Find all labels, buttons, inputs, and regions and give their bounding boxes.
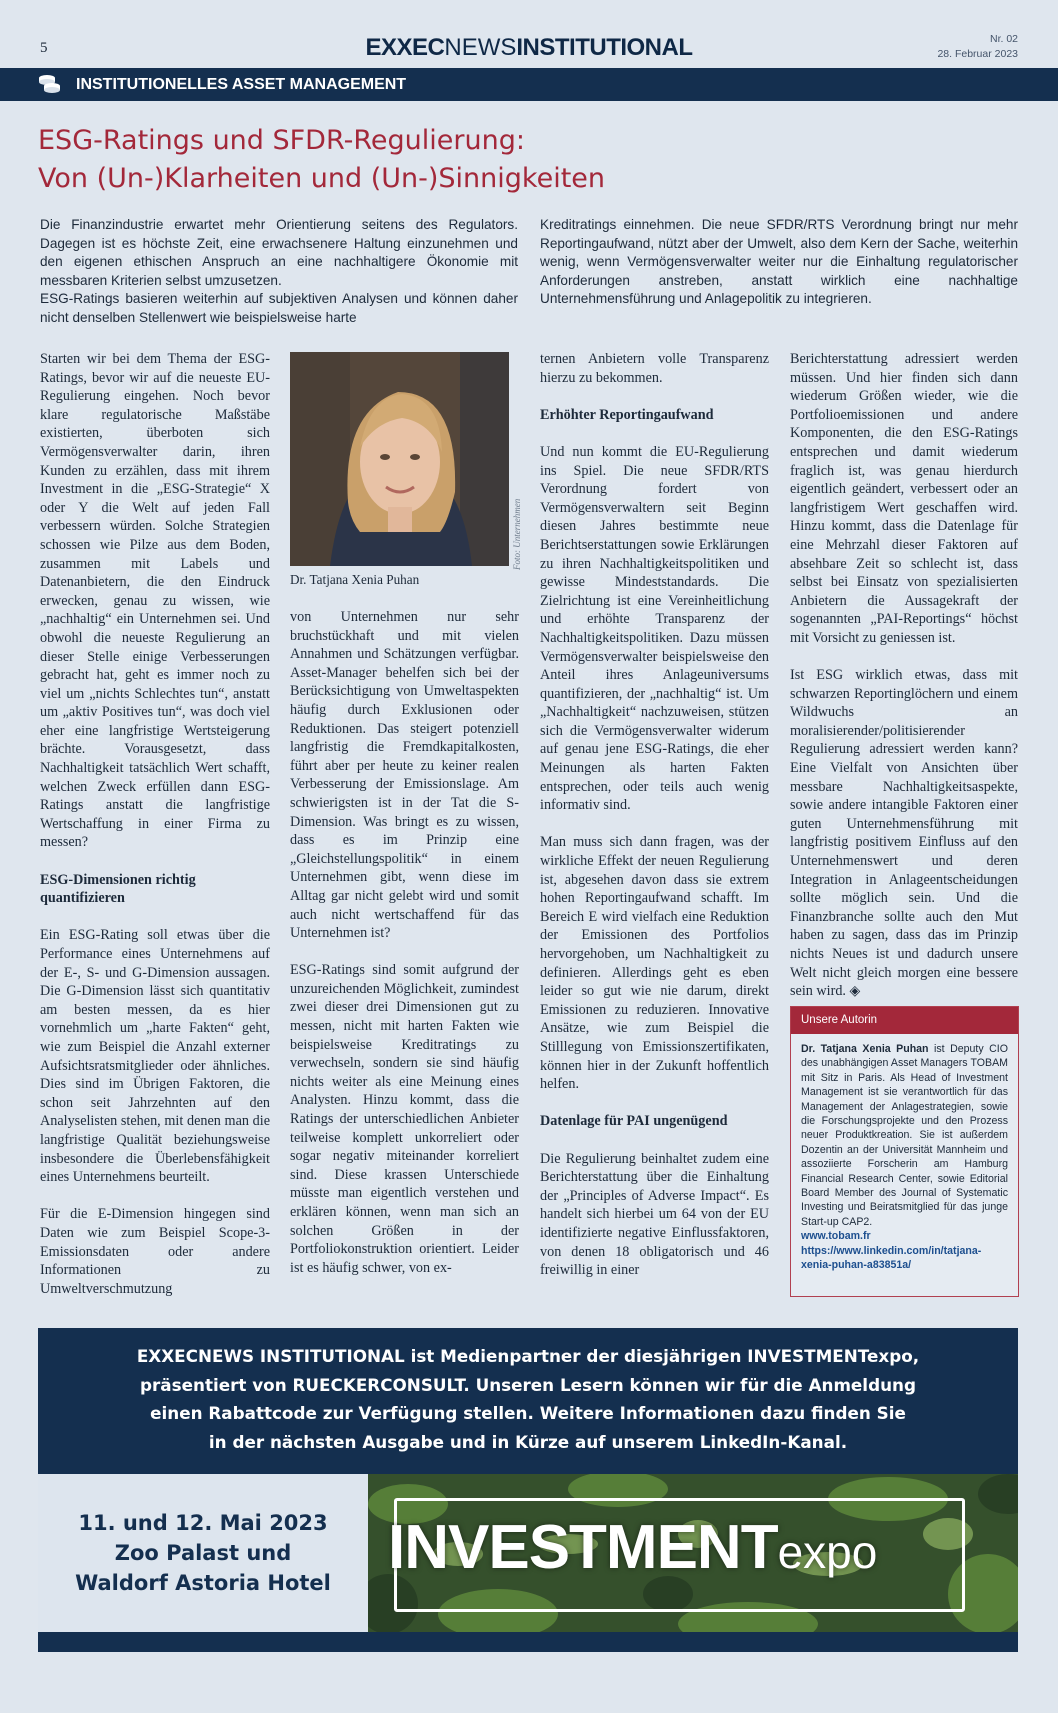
ad-logo-panel <box>368 1474 1018 1632</box>
issue-info <box>937 32 1018 62</box>
event-venue-2: Waldorf Astoria Hotel <box>75 1571 331 1595</box>
body-paragraph: von Unternehmen nur sehr bruchstückhaft und mit vielen Annahmen und Schätzungen verfügbar. Asset-Manager behelfen sich bei der Berücksichtigung von Umweltaspekten häufig durch Exklusionen oder Reduktionen. Das steigert potenziell langfristig die Fremdkapitalkosten, führt aber per heute zu keiner realen Verbesserung der Emissionslage. Am schwierigsten ist in der Tat die S-Dimension. Was bringt es zu wissen, dass es im Prinzip eine „Gleichstellungspolitik“ in einem Unternehmen gibt, wenn diese im Alltag gar nicht gelebt wird und somit auch nicht wertschaffend für das Unternehmen ist? <box>290 609 519 942</box>
issue-date: 28. Februar 2023 <box>937 48 1018 60</box>
logo-small-text: expo <box>777 1526 878 1578</box>
intro-paragraph: Die Finanzindustrie erwartet mehr Orientierung seitens des Regulators. Dagegen ist es höchste Zeit, eine erwachsenere Haltung einzunehmen und den eigenen ethischen Anspruch an eine nachhaltigere Ökonomie mit messbaren Kriterien selbst umzusetzen. <box>40 217 518 288</box>
subheading: Datenlage für PAI ungenügend <box>540 1113 728 1130</box>
body-column-3 <box>540 350 769 1298</box>
author-bio-text: ist Deputy CIO des unabhängigen Asset Managers TOBAM mit Sitz in Paris. Als Head of Investment Management ist sie verantwortlich für das Management der Anlagestrategien, sowie die Forschungsprojekte und den Prozess neuer Produktkreation. Sie ist außerdem Dozentin an der Universität Mannheim und assoziierte Forscherin am Hamburg Financial Research Center, sowie Editorial Board Member des Journal of Systematic Investing und Beiratsmitglied für das junge Start-up CAP2. <box>801 1043 1008 1228</box>
investmentexpo-ad[interactable] <box>38 1328 1018 1652</box>
ad-announcement <box>38 1342 1018 1456</box>
body-paragraph: Starten wir bei dem Thema der ESG-Ratings, bevor wir auf die neueste EU-Regulierung eingehen. Noch bevor klare regulatorische Maßstäbe existierten, überboten sich Vermögensverwalter darin, ihren Kunden zu erzählen, dass mit ihrem Investment in die „ESG-Strategie“ X oder Y die Welt auf jeden Fall verbessern würden. Solche Strategien schossen wie Pilze aus dem Boden, zusammen mit Labels und Datenanbietern, die den Eindruck erwecken, genau zu wissen, wie „nachhaltig“ ein Unternehmen sei. Und obwohl die neueste Regulierung an dieser Stelle einige Verbesserungen gebracht hat, geht es immer noch zu viel um „nichts Schlechtes tun“, anstatt um „aktiv Positives tun“, was doch viel eher eine langfristige Wertsteigerung brächte. Vorausgesetzt, dass Nachhaltigkeit tatsächlich Wert schafft, welchen Zweck erfüllen dann ESG-Ratings anstatt die langfristige Wertschaffung in einer Firma zu messen? <box>40 351 270 851</box>
investmentexpo-logo <box>388 1512 988 1583</box>
body-paragraph: Für die E-Dimension hingegen sind Daten wie zum Beispiel Scope-3-Emissionsdaten oder andere Informationen zu Umweltverschmutzung <box>40 1206 270 1297</box>
author-bio <box>801 1042 1008 1229</box>
photo-caption: Dr. Tatjana Xenia Puhan <box>290 572 420 587</box>
event-venue-1: Zoo Palast und <box>114 1541 292 1565</box>
masthead-part-institutional: INSTITUTIONAL <box>516 34 693 61</box>
final-paragraph-text: Ist ESG wirklich etwas, dass mit schwarzen Reportinglöchern und einem Wildwuchs an moralisierender/politisierender Regulierung adressiert werden kann? Eine Vielfalt von Ansichten über messbare Nachhaltigkeitsaspekte, sowie andere intangible Faktoren einer guten Unternehmensführung mit langfristig positivem Einfluss auf den Unternehmenswert und deren Integration in Anlageentscheidungen sollte möglich sein. Und die Finanzbranche sollte auch den Mut haben zu sagen, dass das im Prinzip nichts Neues ist und dadurch unsere Welt nicht gleich morgen eine bessere sein wird. <box>790 667 1018 1000</box>
website-link[interactable]: www.tobam.fr <box>801 1230 871 1243</box>
author-box-body <box>791 1034 1018 1273</box>
body-column-1 <box>40 350 270 1317</box>
ad-text-line: in der nächsten Ausgabe und in Kürze auf unserem LinkedIn-Kanal. <box>208 1431 848 1452</box>
intro-paragraph: Kreditratings einnehmen. Die neue SFDR/RTS Verordnung bringt nur mehr Reportingaufwand, nützt aber der Umwelt, also dem Kern der Sache, weiterhin wenig, wenn Vermögensverwalter weiter nur die Einhaltung regulatorischer Anforderungen anstreben, anstatt wirklich eine nachhaltige Unternehmensführung und Anlagepolitik zu integrieren. <box>540 217 1018 307</box>
subheading: ESG-Dimensionen richtig quantifizieren <box>40 871 196 907</box>
portrait-image <box>290 352 509 566</box>
section-bar <box>0 68 1058 101</box>
subheading: Erhöhter Reportingaufwand <box>540 406 714 423</box>
body-paragraph: Und nun kommt die EU-Regulierung ins Spiel. Die neue SFDR/RTS Verordnung fordert von Vermögensverwaltern seit Beginn diesen Jahres bestimmte neue Berichtserstattungen sowie Erklärungen zu ihren Nachhaltigkeitspolitiken und gewisse Mindeststandards. Die Zielrichtung ist eine Vereinheitlichung und erhöhte Transparenz der Nachhaltigkeitspolitiken. Dazu müssen Vermögensverwalter beispielsweise den Anteil ihres Anlageuniversums quantifizieren, der „nachhaltig“ ist. Um „Nachhaltigkeit“ nachzuweisen, stützen sich die Vermögensverwalter widerum auf genau jene ESG-Ratings, die eher Meinungen als harten Fakten entsprechen, oder teils auch wenig informativ sind. <box>540 443 769 814</box>
linkedin-link[interactable]: https://www.linkedin.com/in/tatjana-xenia-puhan-a83851a/ <box>801 1244 982 1272</box>
body-paragraph: ESG-Ratings sind somit aufgrund der unzureichenden Möglichkeit, zumindest zwei dieser drei Dimensionen gut zu messen, nicht mit harten Fakten wie beispielsweise Kreditratings zu verwechseln, sondern sie sind häufig nichts weiter als eine Meinung eines Analysten. Hinzu kommt, dass die Ratings der unterschiedlichen Anbieter teilweise komplett unkorreliert oder sogar negativ miteinander korreliert sind. Diese krassen Unterschiede müsste man eigentlich verstehen und erklären können, wenn man sich an solchen Größen in der Portfoliokonstruktion orientiert. Leider ist es häufig schwer, von ex- <box>290 962 519 1276</box>
body-paragraph: Ein ESG-Rating soll etwas über die Performance eines Unternehmens auf der E-, S- und G-Dimension aussagen. Die G-Dimension lässt sich quantitativ am besten messen, da es hier vornehmlich um „harte Fakten“ geht, wie zum Beispiel die Anzahl externer Aufsichtsratsmitglieder oder ähnliches. Dies sind im Übrigen Faktoren, die schon seit Jahrzehnten auf den Analyselisten stehen, mit denen man die langfristige Qualität beziehungsweise insbesondere die Überlebensfähigkeit eines Unternehmens beurteilt. <box>40 927 270 1186</box>
end-mark-icon: ◈ <box>849 983 861 1000</box>
headline-line-2: Von (Un-)Klarheiten und (Un-)Sinnigkeiten <box>38 163 605 194</box>
body-paragraph: Man muss sich dann fragen, was der wirkliche Effekt der neuen Regulierung ist, abgesehen davon dass sie extrem hohen Reportingaufwand schafft. Im Bereich E wird vielfach eine Reduktion der Emissionen des Portfolios hervorgehoben, um Nachhaltigkeit zu definieren. Allerdings geht es eben leider so gut wie nie darum, direkt Emissionen zu reduzieren. Innovative Ansätze, wie zum Beispiel die Stilllegung von Emissionszertifikaten, können hier in der Zukunft hoffentlich helfen. <box>540 834 769 1093</box>
photo-credit: Foto: Unternehmen <box>512 498 522 570</box>
intro-left <box>40 216 518 328</box>
logo-main-text: INVESTMENT <box>388 1513 778 1582</box>
section-title: INSTITUTIONELLES ASSET MANAGEMENT <box>76 76 407 93</box>
author-box-title: Unsere Autorin <box>791 1007 1018 1034</box>
ad-date-panel <box>38 1474 368 1632</box>
headline-line-1: ESG-Ratings und SFDR-Regulierung: <box>38 125 525 156</box>
ad-text-line: einen Rabattcode zur Verfügung stellen. Weitere Informationen dazu finden Sie <box>150 1403 906 1424</box>
intro-right <box>540 216 1018 309</box>
ad-text-line: EXXECNEWS INSTITUTIONAL ist Medienpartner der diesjährigen INVESTMENTexpo, <box>136 1346 920 1366</box>
body-paragraph: ternen Anbietern volle Transparenz hierzu zu bekommen. <box>540 351 769 386</box>
article-headline <box>38 122 938 198</box>
body-paragraph: Berichterstattung adressiert werden müssen. Und hier finden sich dann wiederum Größen wieder, wie die Portfolioemissionen und andere Komponenten, die den ESG-Ratings entsprechen und damit wiederum fraglich ist, was genau hierdurch eigentlich geändert, verbessert oder an langfristigem Wert geschaffen wird. Hinzu kommt, dass die Datenlage für eine Mehrzahl dieser Faktoren auf absehbare Zeit so schlecht ist, dass selbst bei Einsatz von spezialisierten Anbietern die Aussagekraft der sogenannten „PAI-Reportings“ höchst mit Vorsicht zu geniessen ist. <box>790 351 1018 646</box>
page-number: 5 <box>40 40 48 56</box>
issue-number: Nr. 02 <box>989 33 1018 45</box>
coins-icon <box>38 74 64 94</box>
body-column-2 <box>290 608 519 1296</box>
author-box <box>790 1006 1019 1297</box>
masthead-part-news: NEWS <box>444 34 517 61</box>
event-date: 11. und 12. Mai 2023 <box>78 1511 328 1535</box>
intro-paragraph: ESG-Ratings basieren weiterhin auf subjektiven Analysen und können daher nicht denselben Stellenwert wie beispielsweise harte <box>40 291 518 325</box>
author-name: Dr. Tatjana Xenia Puhan <box>801 1043 929 1055</box>
author-photo <box>290 352 509 566</box>
body-column-4 <box>790 350 1018 1019</box>
body-paragraph-final <box>790 666 1018 1001</box>
body-paragraph: Die Regulierung beinhaltet zudem eine Berichterstattung über die Einhaltung der „Principles of Adverse Impact“. Es handelt sich hierbei um 64 von der EU identifizierte negative Einflussfaktoren, von denen 18 obligatorisch und 46 freiwillig in einer <box>540 1150 769 1279</box>
ad-text-line: präsentiert von RUECKERCONSULT. Unseren Lesern können wir für die Anmeldung <box>140 1374 916 1395</box>
masthead-logo <box>0 34 1058 62</box>
masthead-part-exxec: EXXEC <box>365 34 445 61</box>
